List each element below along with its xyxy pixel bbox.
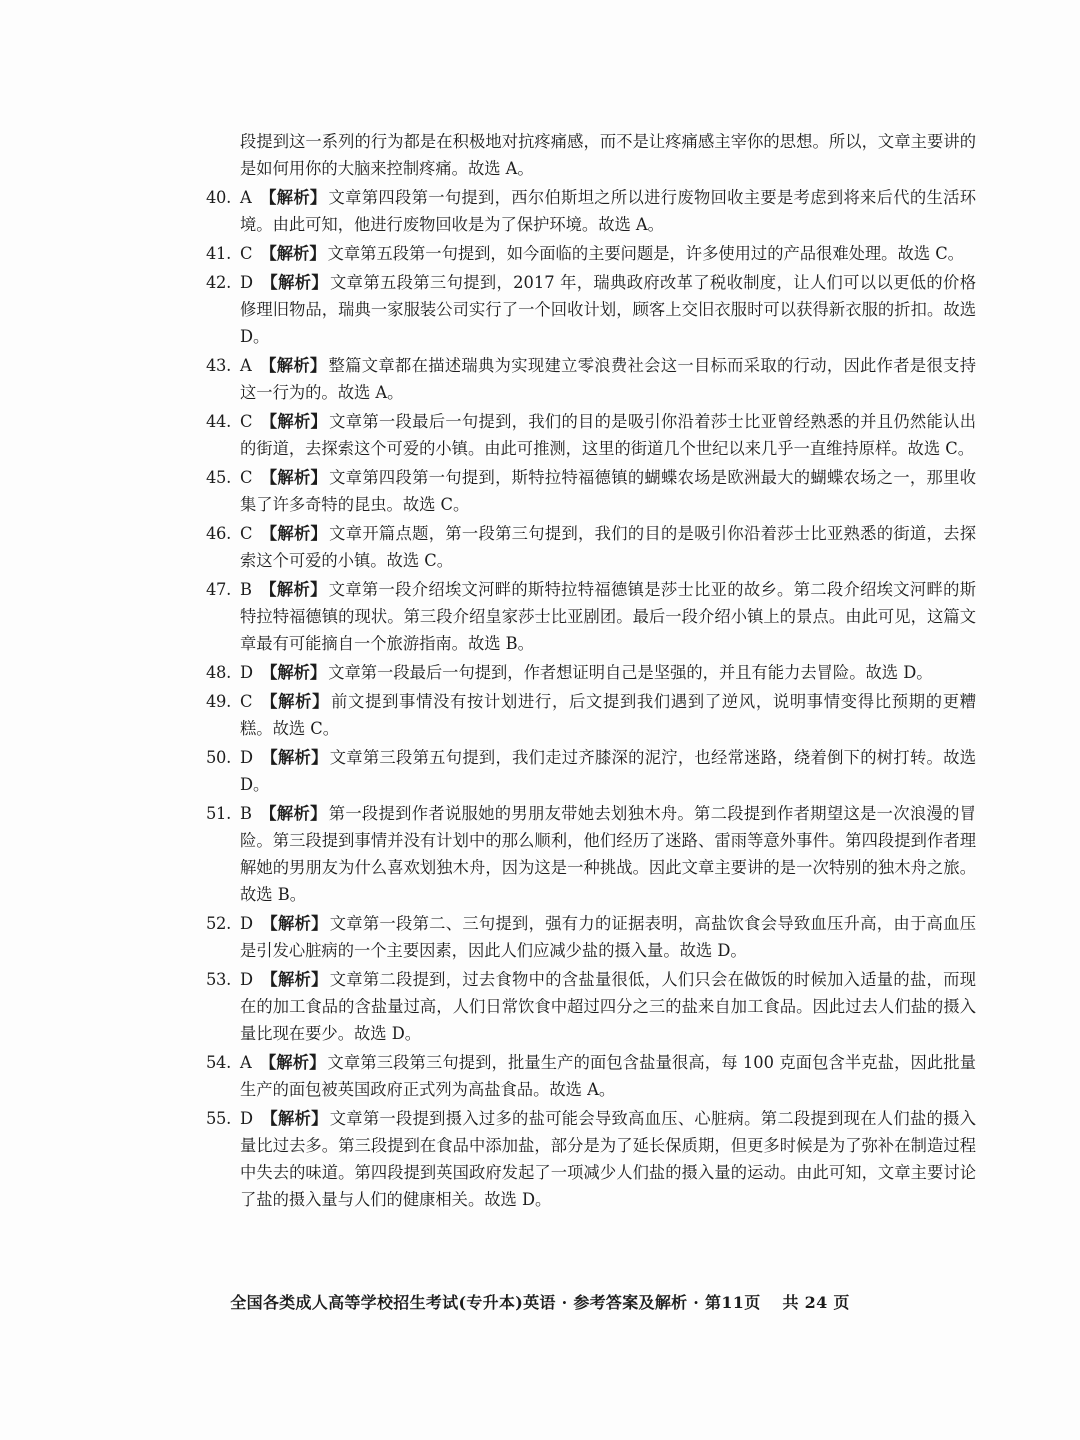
question-number: 50. (206, 748, 231, 767)
page-footer (0, 1290, 1080, 1313)
explanation-text: 第一段提到作者说服她的男朋友带她去划独木舟。第二段提到作者期望这是一次浪漫的冒险。第三段提到事情并没有计划中的那么顺利，他们经历了迷路、雷雨等意外事件。第四段提到作者理解她的男朋友为什么喜欢划独木舟，因为这是一种挑战。因此文章主要讲的是一次特别的独木舟之旅。故选 B。 (240, 804, 976, 904)
answer-item (206, 744, 976, 798)
question-number: 52. (206, 914, 231, 933)
explanation-text: 文章第四段第一句提到，西尔伯斯坦之所以进行废物回收主要是考虑到将来后代的生活环境。由此可知，他进行废物回收是为了保护环境。故选 A。 (240, 188, 976, 234)
question-number: 55. (206, 1109, 231, 1128)
answer-letter: A (240, 188, 252, 207)
explanation-tag: 【解析】 (261, 663, 327, 682)
explanation-tag: 【解析】 (259, 356, 327, 375)
answer-letter: D (240, 970, 254, 989)
explanation-text: 文章第一段第二、三句提到，强有力的证据表明，高盐饮食会导致血压升高，由于高血压是引发心脏病的一个主要因素，因此人们应减少盐的摄入量。故选 D。 (240, 914, 976, 960)
answer-item (206, 966, 976, 1047)
continuation-paragraph: 段提到这一系列的行为都是在积极地对抗疼痛感，而不是让疼痛感主宰你的思想。所以，文章主要讲的是如何用你的大脑来控制疼痛。故选 A。 (240, 132, 976, 178)
question-number: 40. (206, 188, 231, 207)
explanation-tag: 【解析】 (261, 970, 328, 989)
answer-letter: C (240, 468, 253, 487)
explanation-tag: 【解析】 (260, 468, 328, 487)
explanation-tag: 【解析】 (259, 188, 327, 207)
answer-item (206, 910, 976, 964)
answer-letter: B (240, 580, 252, 599)
question-number: 51. (206, 804, 231, 823)
answer-letter: D (240, 748, 254, 767)
explanation-text: 文章开篇点题，第一段第三句提到，我们的目的是吸引你沿着莎士比亚熟悉的街道，去探索这个可爱的小镇。故选 C。 (240, 524, 976, 570)
question-number: 46. (206, 524, 231, 543)
footer-title: 全国各类成人高等学校招生考试(专升本)英语 · 参考答案及解析 · 第11页 (230, 1293, 761, 1312)
explanation-text: 文章第三段第五句提到，我们走过齐膝深的泥泞，也经常迷路，绕着倒下的树打转。故选 D。 (240, 748, 976, 794)
explanation-text: 文章第二段提到，过去食物中的含盐量很低，人们只会在做饭的时候加入适量的盐，而现在的加工食品的含盐量过高，人们日常饮食中超过四分之三的盐来自加工食品。因此过去人们盐的摄入量比现在要少。故选 D。 (240, 970, 976, 1043)
explanation-text: 文章第一段提到摄入过多的盐可能会导致高血压、心脏病。第二段提到现在人们盐的摄入量比过去多。第三段提到在食品中添加盐，部分是为了延长保质期，但更多时候是为了弥补在制造过程中失去的味道。第四段提到英国政府发起了一项减少人们盐的摄入量的运动。由此可知，文章主要讨论了盐的摄入量与人们的健康相关。故选 D。 (240, 1109, 976, 1209)
explanation-tag: 【解析】 (260, 692, 330, 711)
question-number: 47. (206, 580, 231, 599)
answer-letter: C (240, 524, 253, 543)
answer-item (206, 1049, 976, 1103)
question-number: 48. (206, 663, 231, 682)
answer-letter: B (240, 804, 252, 823)
answer-letter: A (240, 1053, 252, 1072)
explanation-text: 文章第一段最后一句提到，作者想证明自己是坚强的，并且有能力去冒险。故选 D。 (328, 663, 933, 682)
explanation-text: 文章第一段最后一句提到，我们的目的是吸引你沿着莎士比亚曾经熟悉的并且仍然能认出的街道，去探索这个可爱的小镇。由此可推测，这里的街道几个世纪以来几乎一直维持原样。故选 C。 (240, 412, 976, 458)
explanation-tag: 【解析】 (259, 1053, 326, 1072)
answer-explanations (206, 128, 976, 1215)
question-number: 45. (206, 468, 231, 487)
question-number: 54. (206, 1053, 231, 1072)
answer-item (206, 269, 976, 350)
explanation-tag: 【解析】 (261, 273, 329, 292)
answer-item (206, 1105, 976, 1213)
footer-total-pages: 共 24 页 (782, 1293, 850, 1312)
answer-item (206, 576, 976, 657)
question-number: 53. (206, 970, 231, 989)
question-number: 42. (206, 273, 231, 292)
answer-item (206, 520, 976, 574)
explanation-text: 前文提到事情没有按计划进行，后文提到我们遇到了逆风，说明事情变得比预期的更糟糕。故选 C。 (240, 692, 976, 738)
answer-item (206, 659, 976, 686)
explanation-text: 文章第四段第一句提到，斯特拉特福德镇的蝴蝶农场是欧洲最大的蝴蝶农场之一，那里收集了许多奇特的昆虫。故选 C。 (240, 468, 976, 514)
explanation-tag: 【解析】 (260, 412, 328, 431)
explanation-tag: 【解析】 (259, 580, 327, 599)
answer-letter: D (240, 273, 254, 292)
explanation-tag: 【解析】 (261, 1109, 328, 1128)
answer-item (206, 408, 976, 462)
explanation-tag: 【解析】 (261, 914, 328, 933)
question-number: 49. (206, 692, 231, 711)
question-number: 43. (206, 356, 231, 375)
answer-item (206, 352, 976, 406)
explanation-text: 文章第五段第一句提到，如今面临的主要问题是，许多使用过的产品很难处理。故选 C。 (327, 244, 964, 263)
explanation-tag: 【解析】 (261, 748, 328, 767)
explanation-text: 文章第三段第三句提到，批量生产的面包含盐量很高，每 100 克面包含半克盐，因此批量生产的面包被英国政府正式列为高盐食品。故选 A。 (240, 1053, 976, 1099)
answer-item (206, 184, 976, 238)
answer-letter: D (240, 1109, 254, 1128)
answer-item (206, 240, 976, 267)
answer-letter: D (240, 663, 254, 682)
answer-item (206, 464, 976, 518)
answer-letter: C (240, 412, 253, 431)
question-number: 41. (206, 244, 231, 263)
answer-item (206, 688, 976, 742)
answer-letter: C (240, 692, 253, 711)
explanation-text: 整篇文章都在描述瑞典为实现建立零浪费社会这一目标而采取的行动，因此作者是很支持这一行为的。故选 A。 (240, 356, 976, 402)
answer-letter: C (240, 244, 253, 263)
answer-item (206, 800, 976, 908)
explanation-text: 文章第一段介绍埃文河畔的斯特拉特福德镇是莎士比亚的故乡。第二段介绍埃文河畔的斯特拉特福德镇的现状。第三段介绍皇家莎士比亚剧团。最后一段介绍小镇上的景点。由此可见，这篇文章最有可能摘自一个旅游指南。故选 B。 (240, 580, 976, 653)
answer-letter: D (240, 914, 254, 933)
explanation-tag: 【解析】 (259, 804, 327, 823)
explanation-tag: 【解析】 (260, 244, 326, 263)
answer-list (206, 184, 976, 1213)
explanation-text: 文章第五段第三句提到，2017 年，瑞典政府改革了税收制度，让人们可以以更低的价格修理旧物品，瑞典一家服装公司实行了一个回收计划，顾客上交旧衣服时可以获得新衣服的折扣。故选 D。 (240, 273, 976, 346)
explanation-tag: 【解析】 (260, 524, 328, 543)
question-number: 44. (206, 412, 231, 431)
answer-letter: A (240, 356, 252, 375)
